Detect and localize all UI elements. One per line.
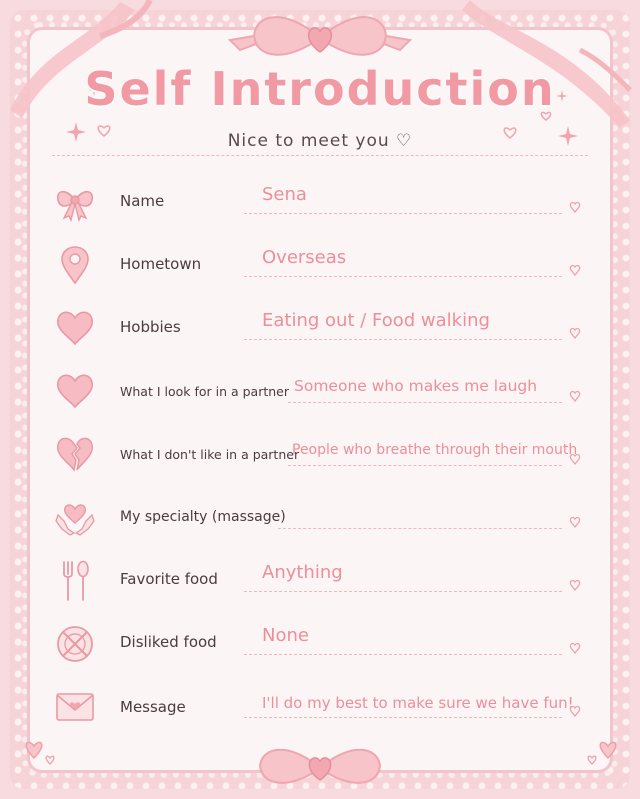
row-label: My specialty (massage) (120, 509, 286, 525)
row-label: Hometown (120, 255, 202, 273)
row-underline (288, 465, 562, 466)
row-label: Name (120, 192, 165, 210)
row-underline (244, 213, 562, 214)
map-pin-icon (52, 243, 98, 289)
heart-icon (568, 578, 582, 592)
row-underline (278, 528, 562, 529)
row-specialty (52, 495, 592, 545)
row-label: Hobbies (120, 318, 181, 336)
row-underline (244, 591, 562, 592)
page-title: Self Introduction (84, 62, 556, 116)
row-value: Someone who makes me laugh (294, 377, 538, 395)
row-label: Message (120, 698, 186, 716)
page-subtitle: Nice to meet you ♡ (227, 131, 413, 151)
row-underline (244, 654, 562, 655)
broken-heart-icon (52, 432, 98, 478)
envelope-icon (52, 684, 98, 730)
subtitle-divider (52, 155, 588, 156)
hearts-bottom-left-icon (20, 734, 60, 770)
heart-icon (568, 452, 582, 466)
top-bow-icon (226, 8, 414, 68)
heart-icon (52, 369, 98, 415)
heart-icon (568, 326, 582, 340)
row-label: Favorite food (120, 570, 218, 588)
row-value: I'll do my best to make sure we have fun! (262, 694, 574, 712)
ribbon-bow-icon (52, 180, 98, 226)
heart-icon (568, 200, 582, 214)
row-underline (244, 339, 562, 340)
row-value: Anything (262, 562, 343, 583)
heart-icon (568, 263, 582, 277)
row-value: Eating out / Food walking (262, 310, 490, 331)
row-name (52, 180, 592, 230)
heart-hands-icon (52, 495, 98, 541)
row-underline (288, 402, 562, 403)
row-dislike-partner (52, 432, 592, 482)
heart-icon (568, 515, 582, 529)
hearts-bottom-right-icon (584, 734, 624, 770)
row-hometown (52, 243, 592, 293)
row-disliked-food (52, 621, 592, 671)
row-underline (244, 717, 562, 718)
heart-icon (568, 704, 582, 718)
row-looking-for (52, 369, 592, 419)
row-label: Disliked food (120, 633, 217, 651)
heart-icon (568, 389, 582, 403)
row-underline (244, 276, 562, 277)
heart-icon (568, 641, 582, 655)
row-favorite-food (52, 558, 592, 608)
row-hobbies (52, 306, 592, 356)
fork-spoon-icon (52, 558, 98, 604)
row-label: What I look for in a partner (120, 384, 290, 399)
row-value: Sena (262, 184, 307, 205)
row-label: What I don't like in a partner (120, 447, 300, 462)
row-message (52, 684, 592, 734)
row-value: None (262, 625, 309, 646)
row-value: People who breathe through their mouth (292, 442, 578, 458)
heart-icon (52, 306, 98, 352)
row-value: Overseas (262, 247, 347, 268)
no-plate-icon (52, 621, 98, 667)
bottom-bow-icon (234, 742, 406, 794)
